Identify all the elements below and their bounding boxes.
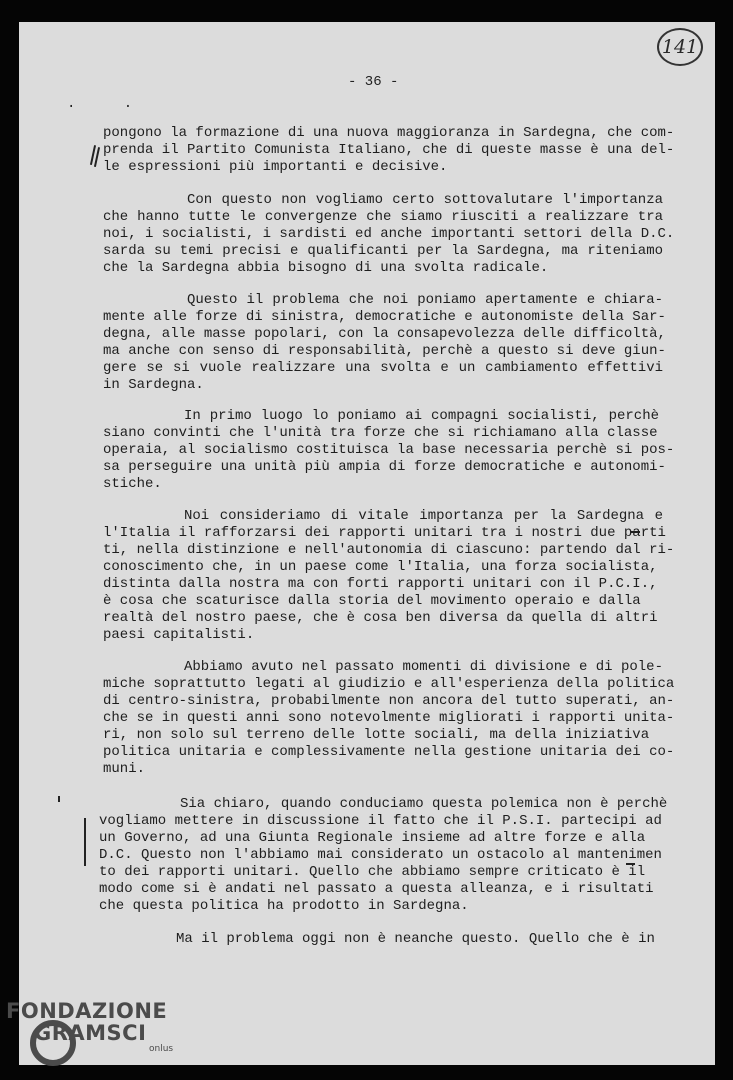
margin-mark xyxy=(84,818,86,866)
text-line: è cosa che scaturisce dalla storia del movimento operaio e dalla xyxy=(103,593,641,609)
text-line: realtà del nostro paese, che è cosa ben diversa da quella di altri xyxy=(103,610,658,626)
text-line: noi, i socialisti, i sardisti ed anche importanti settori della D.C. xyxy=(103,226,675,242)
text-line: che hanno tutte le convergenze che siamo riusciti a realizzare tra xyxy=(103,209,663,225)
text-line: Noi consideriamo di vitale importanza per la Sardegna e xyxy=(184,508,663,524)
watermark-line1: FONDAZIONE xyxy=(6,999,168,1023)
text-line: gere se si vuole realizzare una svolta e un cambiamento effettivi xyxy=(103,360,663,376)
text-line: Sia chiaro, quando conduciamo questa polemica non è perchè xyxy=(180,796,668,812)
page-number: - 36 - xyxy=(348,74,399,90)
text-line: ri, non solo sul terreno delle lotte sociali, ma della iniziativa xyxy=(103,727,650,743)
text-line: che la Sardegna abbia bisogno di una svolta radicale. xyxy=(103,260,549,276)
text-line: le espressioni più importanti e decisive. xyxy=(103,159,448,175)
text-line: operaia, al socialismo costituisca la base necessaria perchè si pos- xyxy=(103,442,675,458)
archive-stamp: 141 xyxy=(657,28,703,66)
text-line: politica unitaria e complessivamente nella gestione unitaria dei co- xyxy=(103,744,675,760)
text-line: to dei rapporti unitari. Quello che abbiamo sempre criticato è il xyxy=(99,864,646,880)
text-line: conoscimento che, in un paese come l'Italia, una forza socialista, xyxy=(103,559,658,575)
text-line: stiche. xyxy=(103,476,162,492)
text-line: muni. xyxy=(103,761,146,777)
text-line: di centro-sinistra, probabilmente non ancora del tutto superati, an- xyxy=(103,693,675,709)
text-line: in Sardegna. xyxy=(103,377,204,393)
text-line: paesi capitalisti. xyxy=(103,627,255,643)
text-line: ti, nella distinzione e nell'autonomia di ciascuno: partendo dal ri- xyxy=(103,542,675,558)
text-line: l'Italia il rafforzarsi dei rapporti unitari tra i nostri due parti xyxy=(103,525,666,541)
text-line: degna, alle masse popolari, con la consapevolezza delle difficoltà, xyxy=(103,326,666,342)
text-line: Con questo non vogliamo certo sottovalutare l'importanza xyxy=(187,192,663,208)
text-line: sarda su temi precisi e qualificanti per la Sardegna, ma riteniamo xyxy=(103,243,663,259)
text-line: In primo luogo lo poniamo ai compagni socialisti, perchè xyxy=(184,408,659,424)
margin-mark xyxy=(58,796,60,802)
text-line: D.C. Questo non l'abbiamo mai considerato un ostacolo al mantenimen xyxy=(99,847,662,863)
text-line: sa perseguire una unità più ampia di forze democratiche e autonomi- xyxy=(103,459,666,475)
text-line: prenda il Partito Comunista Italiano, che di queste masse è una del- xyxy=(103,142,675,158)
text-line: che questa politica ha prodotto in Sardegna. xyxy=(99,898,469,914)
text-line: Abbiamo avuto nel passato momenti di divisione e di pole- xyxy=(184,659,663,675)
margin-dots: . . xyxy=(67,96,153,112)
text-line: vogliamo mettere in discussione il fatto che il P.S.I. partecipi ad xyxy=(99,813,662,829)
text-line: un Governo, ad una Giunta Regionale insieme ad altre forze e alla xyxy=(99,830,646,846)
text-line: Ma il problema oggi non è neanche questo. Quello che è in xyxy=(176,931,655,947)
text-line: distinta dalla nostra ma con forti rapporti unitari con il P.C.I., xyxy=(103,576,658,592)
text-line: modo come si è andati nel passato a questa alleanza, e i risultati xyxy=(99,881,654,897)
text-line: ma anche con senso di responsabilità, perchè a questo si deve giun- xyxy=(103,343,666,359)
text-line: Questo il problema che noi poniamo apertamente e chiara- xyxy=(187,292,663,308)
text-line: miche soprattutto legati al giudizio e all'esperienza della politica xyxy=(103,676,675,692)
watermark-line2: GRAMSCI xyxy=(34,1021,147,1045)
text-line: che se in questi anni sono notevolmente migliorati i rapporti unita- xyxy=(103,710,675,726)
text-line: mente alle forze di sinistra, democratiche e autonomiste della Sar- xyxy=(103,309,666,325)
text-line: siano convinti che l'unità tra forze che si richiamano alla classe xyxy=(103,425,658,441)
watermark-suffix: onlus xyxy=(149,1044,174,1054)
text-line: pongono la formazione di una nuova maggioranza in Sardegna, che com- xyxy=(103,125,675,141)
